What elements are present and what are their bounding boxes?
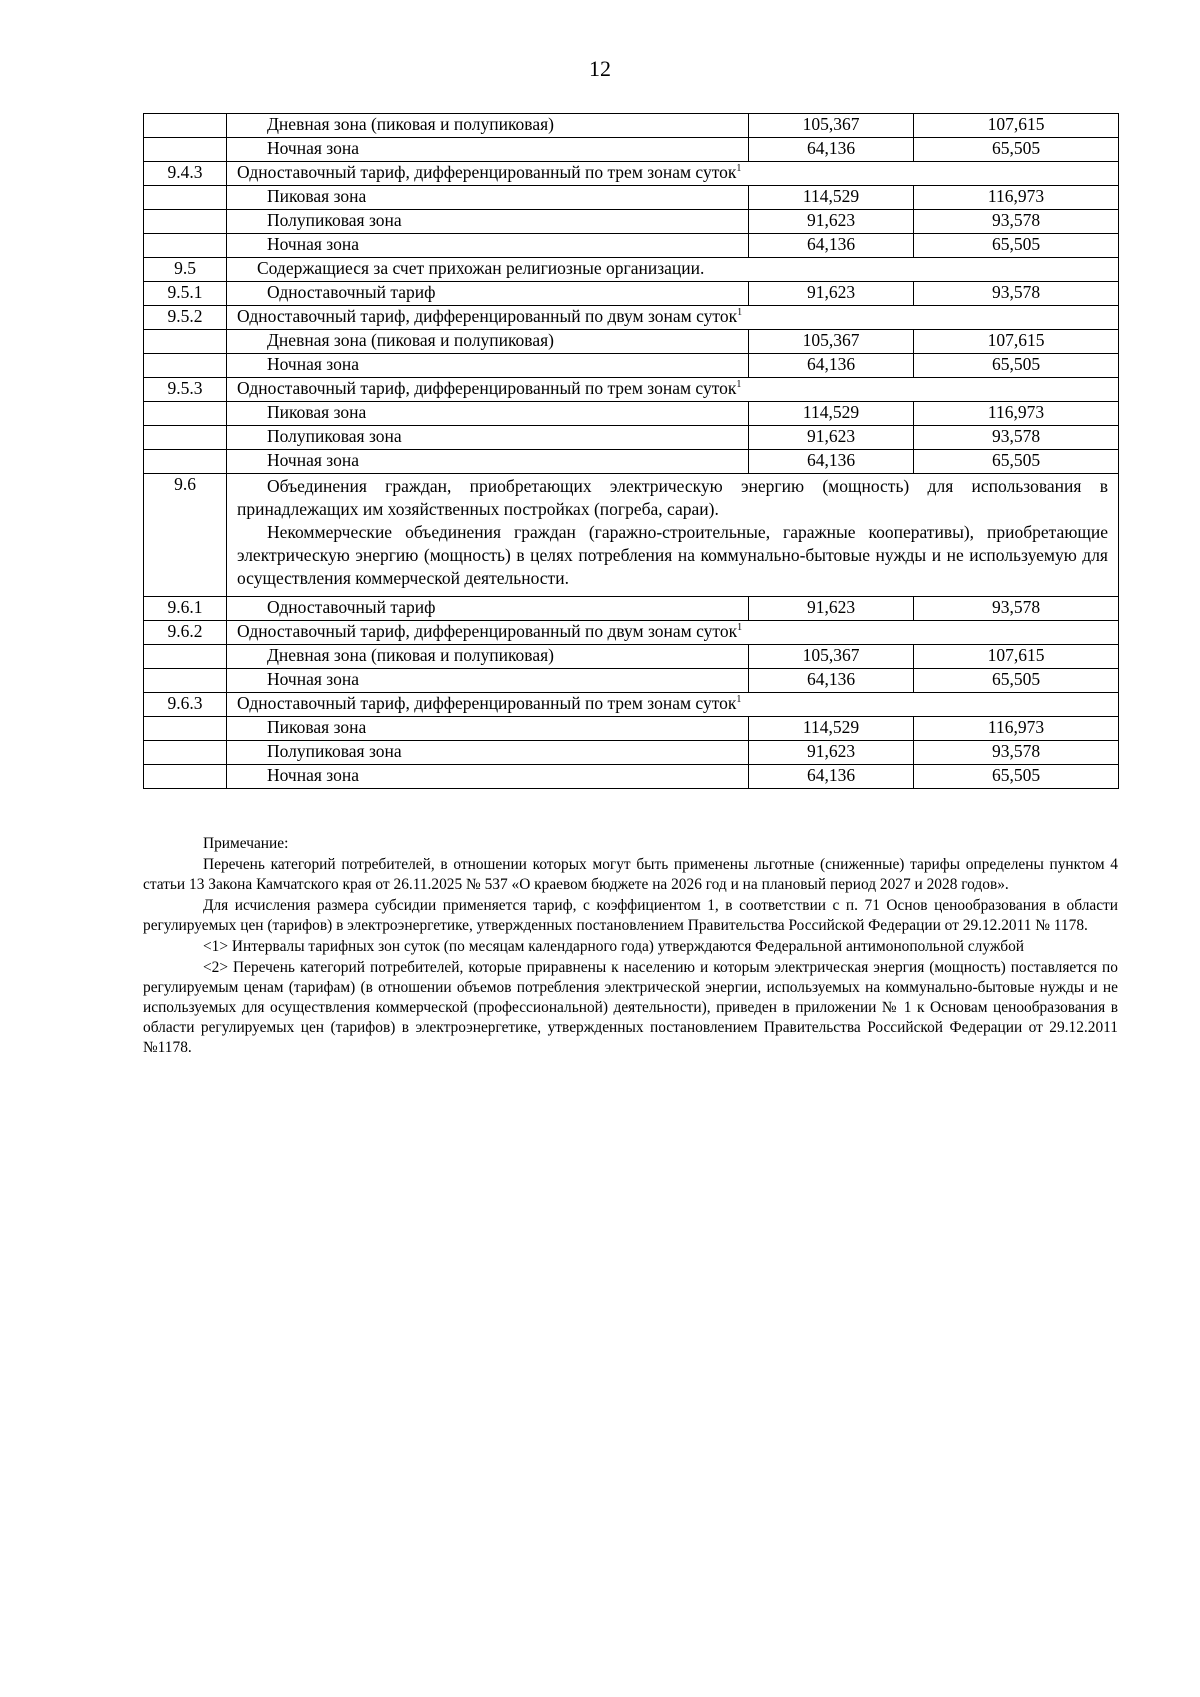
row-name: Полупиковая зона	[227, 741, 749, 765]
row-number	[144, 186, 227, 210]
row-name	[227, 306, 1119, 330]
tariff-value-1: 105,367	[749, 645, 914, 669]
table-row	[144, 306, 1119, 330]
notes-section	[143, 834, 1118, 1059]
row-name: Ночная зона	[227, 234, 749, 258]
row-number	[144, 426, 227, 450]
tariff-value-2: 107,615	[914, 114, 1119, 138]
table-row	[144, 741, 1119, 765]
row-number	[144, 450, 227, 474]
tariff-value-1: 64,136	[749, 669, 914, 693]
tariff-value-1: 105,367	[749, 114, 914, 138]
row-number	[144, 210, 227, 234]
note-paragraph: Для исчисления размера субсидии применяется тариф, с коэффициентом 1, в соответствии с п. 71 Основ ценообразования в области регулируемых цен (тарифов) в электроэнергетике, утвержденных постановлением Правительства Российской Федерации от 29.12.2011 № 1178.	[143, 897, 1118, 934]
row-name: Ночная зона	[227, 669, 749, 693]
row-number: 9.4.3	[144, 162, 227, 186]
row-number	[144, 354, 227, 378]
note-paragraph: <2> Перечень категорий потребителей, которые приравнены к населению и которым электрическая энергия (мощность) поставляется по регулируемым ценам (тарифам) (в отношении объемов потребления электрической энергии, используемых на коммунально-бытовые нужды и не используемых для осуществления коммерческой (профессиональной) деятельности), приведен в приложении № 1 к Основам ценообразования в области регулируемых цен (тарифов) в электроэнергетике, утвержденных постановлением Правительства Российской Федерации от 29.12.2011 №1178.	[143, 959, 1118, 1056]
row-number	[144, 402, 227, 426]
row-number: 9.5.2	[144, 306, 227, 330]
footnote-mark: 1	[736, 379, 742, 391]
table-row	[144, 693, 1119, 717]
row-paragraph: Объединения граждан, приобретающих электрическую энергию (мощность) для использования в принадлежащих им хозяйственных постройках (погреба, сараи).	[237, 476, 1108, 519]
table-row	[144, 717, 1119, 741]
tariff-value-2: 116,973	[914, 402, 1119, 426]
row-name: Пиковая зона	[227, 186, 749, 210]
row-title: Одноставочный тариф, дифференцированный по трем зонам суток	[237, 378, 737, 398]
row-title: Содержащиеся за счет прихожан религиозные организации.	[257, 258, 705, 278]
table-row	[144, 765, 1119, 789]
row-name: Одноставочный тариф	[227, 282, 749, 306]
row-number	[144, 234, 227, 258]
row-number	[144, 138, 227, 162]
table-row	[144, 669, 1119, 693]
row-number: 9.5.3	[144, 378, 227, 402]
row-name: Дневная зона (пиковая и полупиковая)	[227, 330, 749, 354]
table-row	[144, 114, 1119, 138]
row-name	[227, 378, 1119, 402]
row-number	[144, 669, 227, 693]
footnote-mark: 1	[737, 622, 743, 634]
tariff-value-1: 64,136	[749, 450, 914, 474]
row-name: Ночная зона	[227, 354, 749, 378]
tariff-value-2: 116,973	[914, 717, 1119, 741]
table-row	[144, 402, 1119, 426]
tariff-value-2: 107,615	[914, 645, 1119, 669]
table-row	[144, 234, 1119, 258]
row-name	[227, 474, 1119, 597]
tariff-value-2: 65,505	[914, 234, 1119, 258]
tariff-value-2: 116,973	[914, 186, 1119, 210]
row-number	[144, 330, 227, 354]
row-name: Пиковая зона	[227, 402, 749, 426]
table-row	[144, 378, 1119, 402]
table-row	[144, 354, 1119, 378]
tariff-value-2: 93,578	[914, 597, 1119, 621]
row-name: Дневная зона (пиковая и полупиковая)	[227, 114, 749, 138]
row-name	[227, 621, 1119, 645]
notes-title: Примечание:	[203, 835, 289, 852]
tariff-value-2: 93,578	[914, 282, 1119, 306]
footnote-mark: 1	[736, 694, 742, 706]
table-row	[144, 282, 1119, 306]
tariff-value-2: 107,615	[914, 330, 1119, 354]
row-number: 9.6.1	[144, 597, 227, 621]
row-paragraph: Некоммерческие объединения граждан (гаражно-строительные, гаражные кооперативы), приобретающие электрическую энергию (мощность) в целях потребления на коммунально-бытовые нужды и не используемую для осуществления коммерческой деятельности.	[237, 522, 1108, 588]
row-number	[144, 645, 227, 669]
tariff-value-1: 91,623	[749, 210, 914, 234]
row-number	[144, 765, 227, 789]
tariff-value-1: 114,529	[749, 186, 914, 210]
row-number: 9.6.2	[144, 621, 227, 645]
table-row	[144, 645, 1119, 669]
row-title: Одноставочный тариф, дифференцированный по трем зонам суток	[237, 162, 737, 182]
row-name	[227, 693, 1119, 717]
row-name: Ночная зона	[227, 450, 749, 474]
tariff-value-2: 93,578	[914, 426, 1119, 450]
row-name	[227, 162, 1119, 186]
row-name: Дневная зона (пиковая и полупиковая)	[227, 645, 749, 669]
table-row	[144, 186, 1119, 210]
tariff-table-body	[144, 114, 1119, 789]
table-row	[144, 258, 1119, 282]
tariff-value-1: 91,623	[749, 597, 914, 621]
table-row	[144, 474, 1119, 597]
row-number	[144, 114, 227, 138]
tariff-value-1: 64,136	[749, 354, 914, 378]
tariff-value-2: 65,505	[914, 765, 1119, 789]
row-number	[144, 717, 227, 741]
tariff-value-1: 114,529	[749, 402, 914, 426]
row-name: Одноставочный тариф	[227, 597, 749, 621]
table-row	[144, 426, 1119, 450]
row-name: Пиковая зона	[227, 717, 749, 741]
tariff-value-1: 64,136	[749, 138, 914, 162]
table-row	[144, 210, 1119, 234]
note-paragraph: <1> Интервалы тарифных зон суток (по месяцам календарного года) утверждаются Федеральной антимонопольной службой	[203, 938, 1025, 955]
row-name: Ночная зона	[227, 138, 749, 162]
tariff-value-1: 64,136	[749, 765, 914, 789]
row-number: 9.6	[144, 474, 227, 597]
row-name: Полупиковая зона	[227, 426, 749, 450]
page-number: 12	[589, 56, 611, 81]
tariff-value-2: 93,578	[914, 210, 1119, 234]
tariff-value-1: 91,623	[749, 426, 914, 450]
row-number: 9.5.1	[144, 282, 227, 306]
tariff-value-1: 91,623	[749, 282, 914, 306]
row-title: Одноставочный тариф, дифференцированный по двум зонам суток	[237, 621, 738, 641]
tariff-value-1: 105,367	[749, 330, 914, 354]
tariff-value-2: 65,505	[914, 450, 1119, 474]
table-row	[144, 621, 1119, 645]
tariff-value-1: 114,529	[749, 717, 914, 741]
table-row	[144, 162, 1119, 186]
table-row	[144, 450, 1119, 474]
footnote-mark: 1	[736, 163, 742, 175]
tariff-value-2: 65,505	[914, 354, 1119, 378]
table-row	[144, 597, 1119, 621]
row-title: Одноставочный тариф, дифференцированный по трем зонам суток	[237, 693, 737, 713]
tariff-table	[143, 113, 1119, 789]
row-name	[227, 258, 1119, 282]
tariff-value-2: 65,505	[914, 669, 1119, 693]
tariff-value-2: 65,505	[914, 138, 1119, 162]
row-number: 9.6.3	[144, 693, 227, 717]
tariff-value-1: 91,623	[749, 741, 914, 765]
row-title: Одноставочный тариф, дифференцированный по двум зонам суток	[237, 306, 738, 326]
row-number	[144, 741, 227, 765]
row-number: 9.5	[144, 258, 227, 282]
row-name: Ночная зона	[227, 765, 749, 789]
tariff-value-2: 93,578	[914, 741, 1119, 765]
table-row	[144, 138, 1119, 162]
footnote-mark: 1	[737, 307, 743, 319]
tariff-value-1: 64,136	[749, 234, 914, 258]
table-row	[144, 330, 1119, 354]
note-paragraph: Перечень категорий потребителей, в отношении которых могут быть применены льготные (сниженные) тарифы определены пунктом 4 статьи 13 Закона Камчатского края от 26.11.2025 № 537 «О краевом бюджете на 2026 год и на плановый период 2027 и 2028 годов».	[143, 856, 1118, 893]
row-name: Полупиковая зона	[227, 210, 749, 234]
